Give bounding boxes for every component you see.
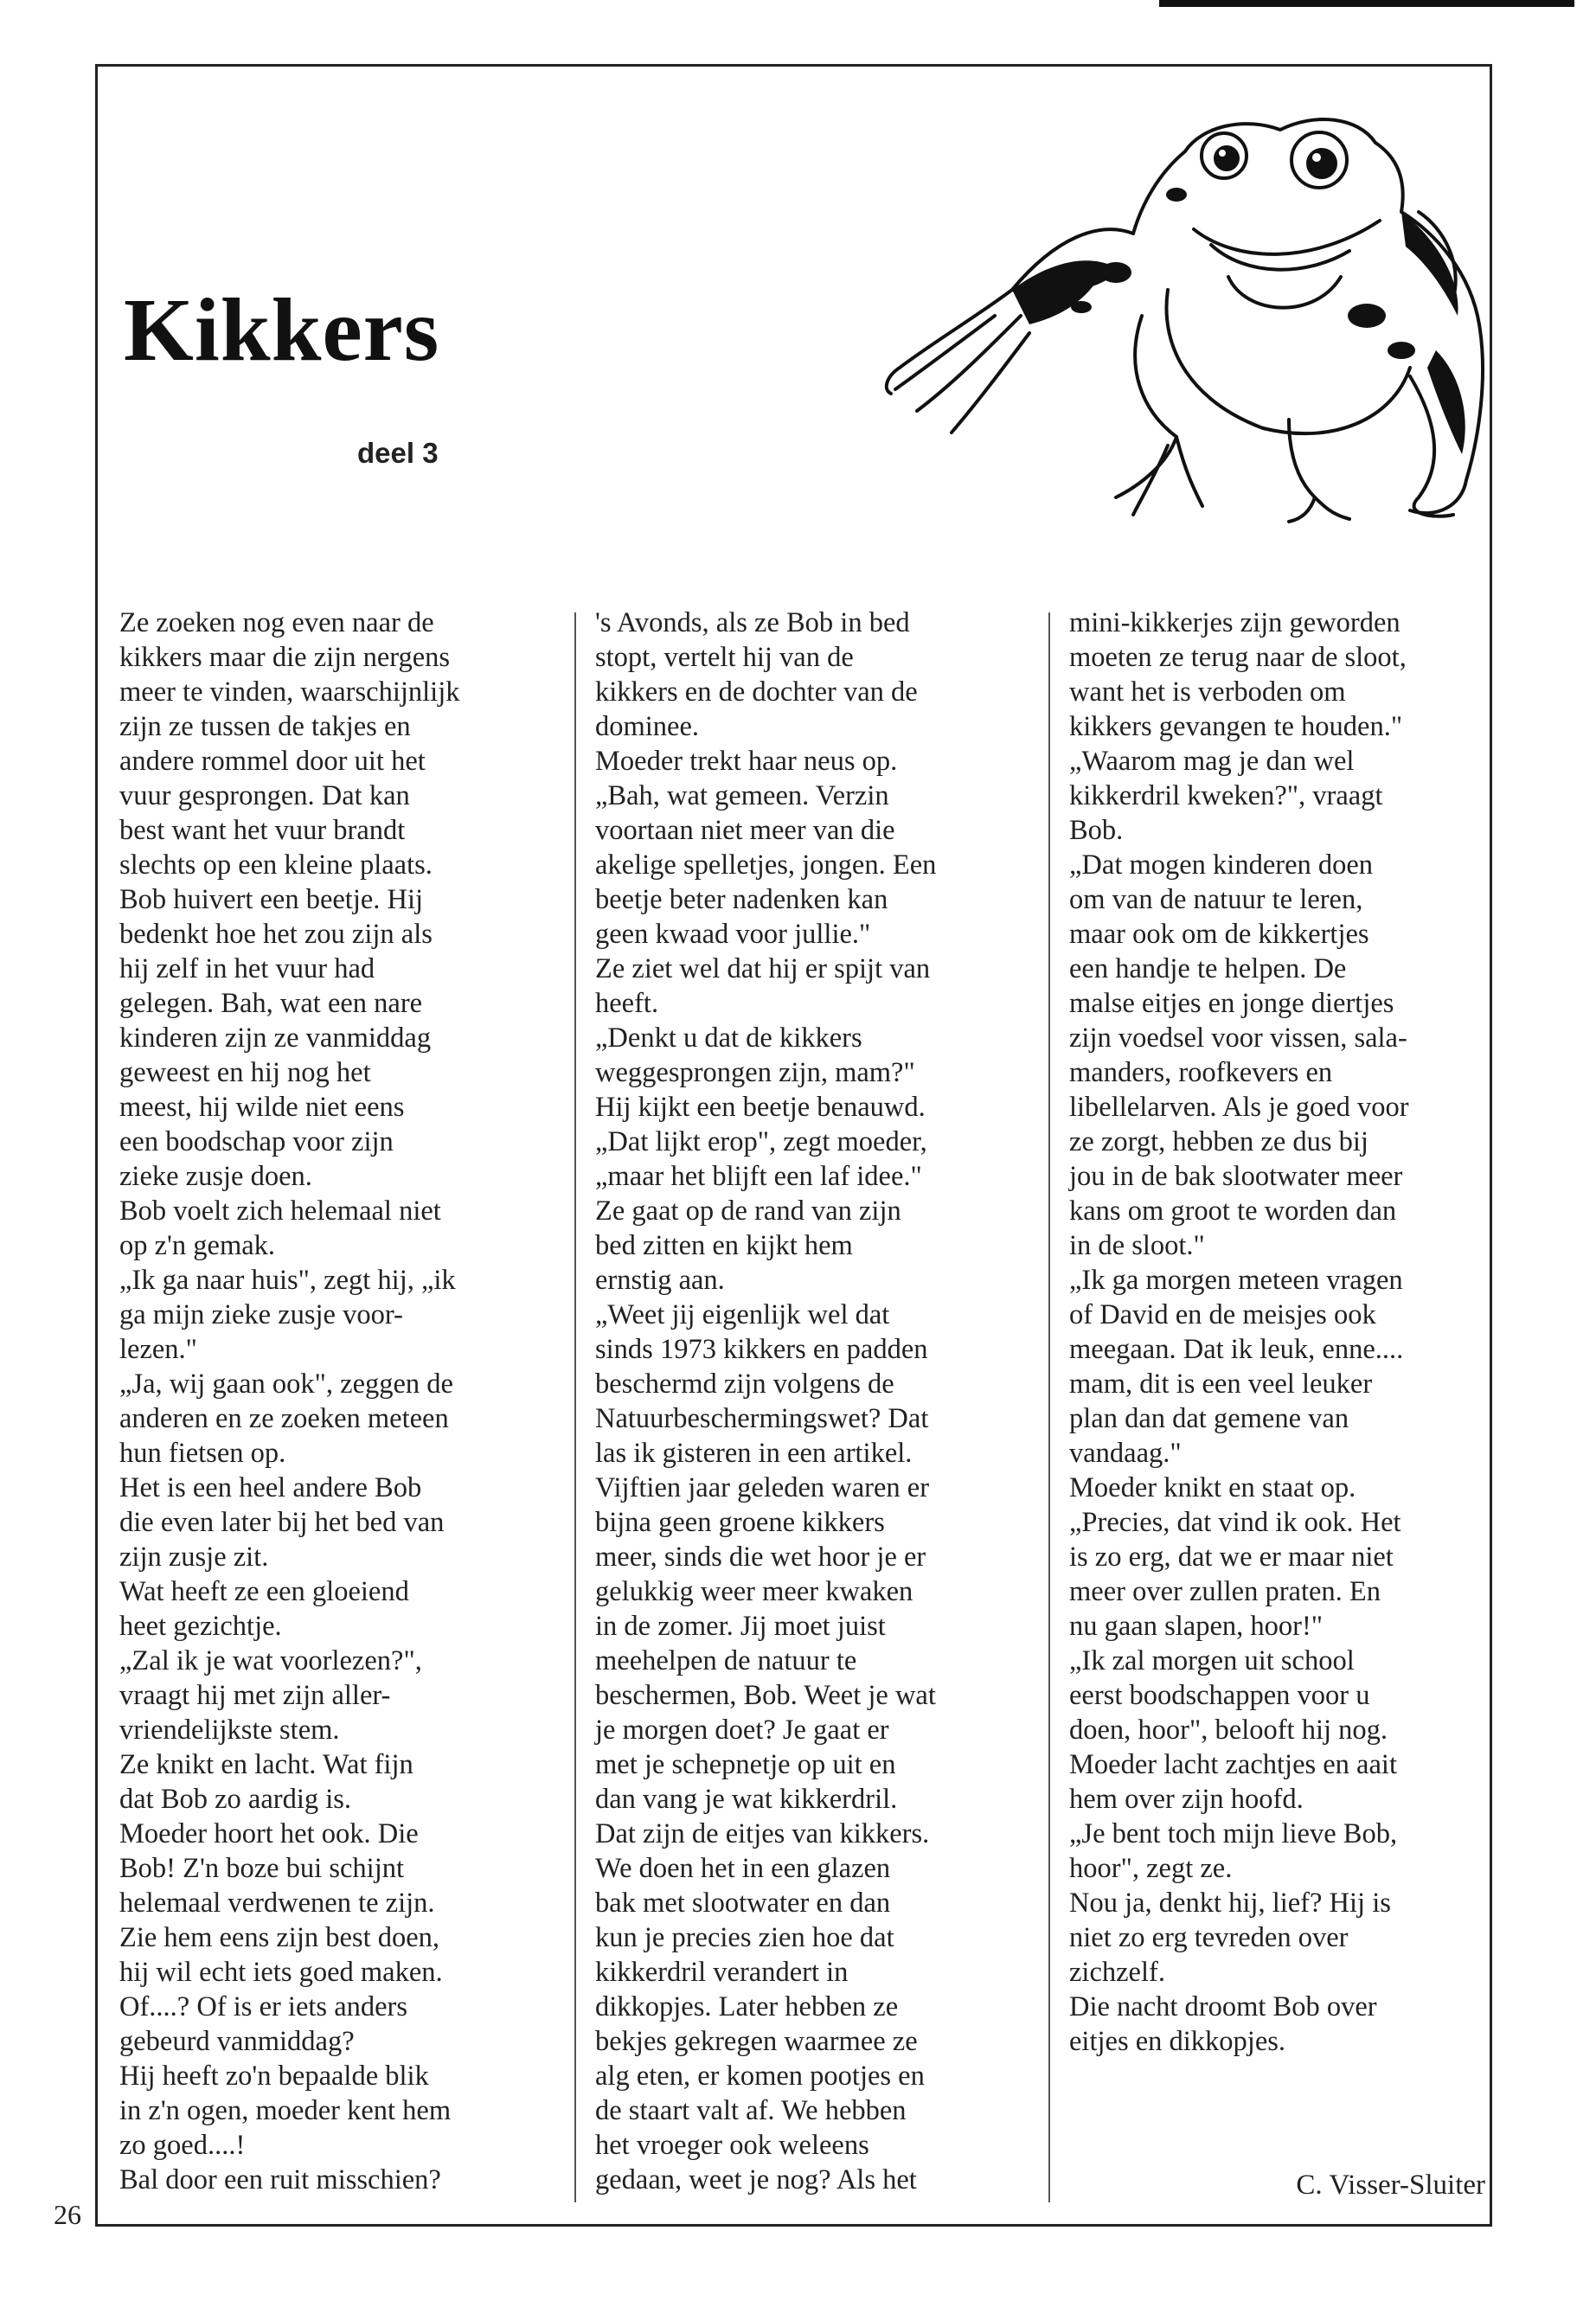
text-line: Ze gaat op de rand van zijn xyxy=(595,1195,901,1227)
text-line: kikkers en de dochter van de xyxy=(595,676,918,708)
text-line: dikkopjes. Later hebben ze xyxy=(595,1991,899,2022)
text-line: mam, dit is een veel leuker xyxy=(1069,1368,1373,1400)
text-line: nu gaan slapen, hoor!" xyxy=(1069,1611,1324,1642)
text-line: meer, sinds die wet hoor je er xyxy=(595,1541,926,1573)
text-line: vuur gesprongen. Dat kan xyxy=(119,780,410,811)
text-line: alg eten, er komen pootjes en xyxy=(595,2061,925,2092)
text-line: stopt, vertelt hij van de xyxy=(595,642,854,673)
text-line: Dat zijn de eitjes van kikkers. xyxy=(595,1818,930,1849)
text-line: „Ik ga morgen meteen vragen xyxy=(1069,1265,1403,1296)
text-line: weggesprongen zijn, mam?" xyxy=(595,1057,915,1088)
text-line: meest, hij wilde niet eens xyxy=(119,1092,405,1123)
text-line: ga mijn zieke zusje voor- xyxy=(119,1299,403,1330)
column-divider xyxy=(1048,612,1050,2202)
text-line: ze zorgt, hebben ze dus bij xyxy=(1069,1126,1368,1157)
text-line: meehelpen de natuur te xyxy=(595,1645,857,1676)
text-line: „maar het blijft een laf idee." xyxy=(595,1161,922,1192)
text-line: „Denkt u dat de kikkers xyxy=(595,1022,862,1054)
text-line: „Dat mogen kinderen doen xyxy=(1069,849,1374,881)
text-line: mini-kikkerjes zijn geworden xyxy=(1069,607,1401,638)
text-line: Bob huivert een beetje. Hij xyxy=(119,884,424,915)
text-line: „Zal ik je wat voorlezen?", xyxy=(119,1645,422,1676)
text-line: hem over zijn hoofd. xyxy=(1069,1784,1304,1815)
text-line: zieke zusje doen. xyxy=(119,1161,312,1192)
text-line: helemaal verdwenen te zijn. xyxy=(119,1888,435,1919)
text-line: kikkerdril kweken?", vraagt xyxy=(1069,780,1383,811)
text-line: gelegen. Bah, wat een nare xyxy=(119,988,423,1019)
text-line: jou in de bak slootwater meer xyxy=(1069,1161,1403,1192)
text-line: kinderen zijn ze vanmiddag xyxy=(119,1022,432,1054)
text-line: Bob! Z'n boze bui schijnt xyxy=(119,1853,404,1884)
text-line: andere rommel door uit het xyxy=(119,746,426,777)
text-line: heet gezichtje. xyxy=(119,1611,282,1642)
text-line: kikkers gevangen te houden." xyxy=(1069,711,1403,742)
text-line: Het is een heel andere Bob xyxy=(119,1472,422,1503)
author-name: C. Visser-Sluiter xyxy=(1296,2170,1485,2201)
text-line: Wat heeft ze een gloeiend xyxy=(119,1576,409,1607)
text-line: zichzelf. xyxy=(1069,1957,1165,1988)
text-line: „Precies, dat vind ik ook. Het xyxy=(1069,1507,1401,1538)
text-line: in de sloot." xyxy=(1069,1230,1205,1261)
text-line: zijn zusje zit. xyxy=(119,1541,269,1573)
text-line: de staart valt af. We hebben xyxy=(595,2095,907,2126)
text-line: Die nacht droomt Bob over xyxy=(1069,1991,1377,2022)
page-number: 26 xyxy=(54,2199,81,2230)
text-line: Moeder trekt haar neus op. xyxy=(595,746,898,777)
text-line: zijn ze tussen de takjes en xyxy=(119,711,411,742)
text-line: heeft. xyxy=(595,988,659,1019)
text-line: Moeder hoort het ook. Die xyxy=(119,1818,419,1849)
text-line: „Dat lijkt erop", zegt moeder, xyxy=(595,1126,927,1157)
text-line: „Waarom mag je dan wel xyxy=(1069,746,1355,777)
text-line: met je schepnetje op uit en xyxy=(595,1749,896,1780)
text-line: om van de natuur te leren, xyxy=(1069,884,1363,915)
text-line: „Je bent toch mijn lieve Bob, xyxy=(1069,1818,1398,1849)
text-line: beetje beter nadenken kan xyxy=(595,884,888,915)
text-line: bak met slootwater en dan xyxy=(595,1888,891,1919)
text-line: op z'n gemak. xyxy=(119,1230,276,1261)
text-line: vandaag." xyxy=(1069,1438,1182,1469)
text-line: moeten ze terug naar de sloot, xyxy=(1069,642,1407,673)
text-line: best want het vuur brandt xyxy=(119,815,406,846)
text-line: Hij heeft zo'n bepaalde blik xyxy=(119,2061,429,2092)
text-line: die even later bij het bed van xyxy=(119,1507,445,1538)
text-line: bed zitten en kijkt hem xyxy=(595,1230,853,1261)
article-subtitle: deel 3 xyxy=(357,437,439,469)
text-line: meegaan. Dat ik leuk, enne.... xyxy=(1069,1334,1404,1365)
text-line: „Weet jij eigenlijk wel dat xyxy=(595,1299,890,1330)
text-line: zijn voedsel voor vissen, sala- xyxy=(1069,1022,1407,1054)
text-line: Natuurbeschermingswet? Dat xyxy=(595,1403,929,1434)
text-line: dat Bob zo aardig is. xyxy=(119,1784,352,1815)
text-line: dominee. xyxy=(595,711,700,742)
text-line: „Ja, wij gaan ook", zeggen de xyxy=(119,1368,453,1400)
column-divider xyxy=(574,612,576,2202)
text-line: lezen." xyxy=(119,1334,197,1365)
text-line: want het is verboden om xyxy=(1069,676,1346,708)
text-line: maar ook om de kikkertjes xyxy=(1069,919,1369,950)
text-line: niet zo erg tevreden over xyxy=(1069,1922,1349,1953)
text-line: Ze zoeken nog even naar de xyxy=(119,607,434,638)
text-line: hun fietsen op. xyxy=(119,1438,286,1469)
text-column-2 xyxy=(595,606,1032,2197)
text-line: Bob. xyxy=(1069,815,1124,846)
text-line: gedaan, weet je nog? Als het xyxy=(595,2164,917,2195)
text-line: Ze ziet wel dat hij er spijt van xyxy=(595,953,931,984)
text-line: Of....? Of is er iets anders xyxy=(119,1991,408,2022)
text-line: anderen en ze zoeken meteen xyxy=(119,1403,449,1434)
text-line: Bal door een ruit misschien? xyxy=(119,2164,441,2195)
text-line: dan vang je wat kikkerdril. xyxy=(595,1784,898,1815)
text-column-3 xyxy=(1069,606,1506,2059)
text-line: voortaan niet meer van die xyxy=(595,815,895,846)
text-line: doen, hoor", belooft hij nog. xyxy=(1069,1715,1388,1746)
text-line: hij wil echt iets goed maken. xyxy=(119,1957,443,1988)
text-line: slechts op een kleine plaats. xyxy=(119,849,433,881)
text-line: Ze knikt en lacht. Wat fijn xyxy=(119,1749,413,1780)
text-line: of David en de meisjes ook xyxy=(1069,1299,1376,1330)
text-line: akelige spelletjes, jongen. Een xyxy=(595,849,937,881)
text-line: kikkers maar die zijn nergens xyxy=(119,642,451,673)
text-line: „Ik ga naar huis", zegt hij, „ik xyxy=(119,1265,456,1296)
text-line: een handje te helpen. De xyxy=(1069,953,1347,984)
text-line: hoor", zegt ze. xyxy=(1069,1853,1233,1884)
article-title: Kikkers xyxy=(124,280,440,380)
text-line: een boodschap voor zijn xyxy=(119,1126,394,1157)
text-line: bijna geen groene kikkers xyxy=(595,1507,885,1538)
text-line: kun je precies zien hoe dat xyxy=(595,1922,894,1953)
text-line: Vijftien jaar geleden waren er xyxy=(595,1472,930,1503)
text-line: Moeder knikt en staat op. xyxy=(1069,1472,1356,1503)
text-line: malse eitjes en jonge diertjes xyxy=(1069,988,1394,1019)
text-line: eitjes en dikkopjes. xyxy=(1069,2026,1286,2057)
text-line: We doen het in een glazen xyxy=(595,1853,891,1884)
text-line: bekjes gekregen waarmee ze xyxy=(595,2026,918,2057)
text-line: kans om groot te worden dan xyxy=(1069,1195,1397,1227)
text-line: meer te vinden, waarschijnlijk xyxy=(119,676,460,708)
text-line: eerst boodschappen voor u xyxy=(1069,1680,1370,1711)
text-line: „Bah, wat gemeen. Verzin xyxy=(595,780,889,811)
top-rule xyxy=(1159,0,1574,7)
text-line: het vroeger ook weleens xyxy=(595,2130,869,2161)
text-line: meer over zullen praten. En xyxy=(1069,1576,1381,1607)
text-line: 's Avonds, als ze Bob in bed xyxy=(595,607,910,638)
text-line: libellelarven. Als je goed voor xyxy=(1069,1092,1409,1123)
text-line: hij zelf in het vuur had xyxy=(119,953,375,984)
text-line: sinds 1973 kikkers en padden xyxy=(595,1334,928,1365)
text-line: Nou ja, denkt hij, lief? Hij is xyxy=(1069,1888,1391,1919)
text-line: kikkerdril verandert in xyxy=(595,1957,849,1988)
text-line: bedenkt hoe het zou zijn als xyxy=(119,919,433,950)
text-line: zo goed....! xyxy=(119,2130,246,2161)
text-line: las ik gisteren in een artikel. xyxy=(595,1438,913,1469)
text-line: is zo erg, dat we er maar niet xyxy=(1069,1541,1394,1573)
text-line: gebeurd vanmiddag? xyxy=(119,2026,355,2057)
text-line: ernstig aan. xyxy=(595,1265,725,1296)
text-line: gelukkig weer meer kwaken xyxy=(595,1576,913,1607)
text-line: plan dan dat gemene van xyxy=(1069,1403,1349,1434)
text-line: vraagt hij met zijn aller- xyxy=(119,1680,391,1711)
text-line: vriendelijkste stem. xyxy=(119,1715,340,1746)
text-line: Bob voelt zich helemaal niet xyxy=(119,1195,441,1227)
text-line: geweest en hij nog het xyxy=(119,1057,371,1088)
text-line: manders, roofkevers en xyxy=(1069,1057,1333,1088)
text-column-1 xyxy=(119,606,556,2197)
text-line: geen kwaad voor jullie." xyxy=(595,919,871,950)
text-line: Moeder lacht zachtjes en aait xyxy=(1069,1749,1397,1780)
text-line: Zie hem eens zijn best doen, xyxy=(119,1922,440,1953)
text-line: in z'n ogen, moeder kent hem xyxy=(119,2095,452,2126)
text-line: beschermen, Bob. Weet je wat xyxy=(595,1680,936,1711)
text-line: beschermd zijn volgens de xyxy=(595,1368,894,1400)
text-line: Hij kijkt een beetje benauwd. xyxy=(595,1092,926,1123)
text-line: in de zomer. Jij moet juist xyxy=(595,1611,886,1642)
text-line: „Ik zal morgen uit school xyxy=(1069,1645,1355,1676)
frog-icon xyxy=(882,91,1488,523)
text-line: je morgen doet? Je gaat er xyxy=(595,1715,889,1746)
